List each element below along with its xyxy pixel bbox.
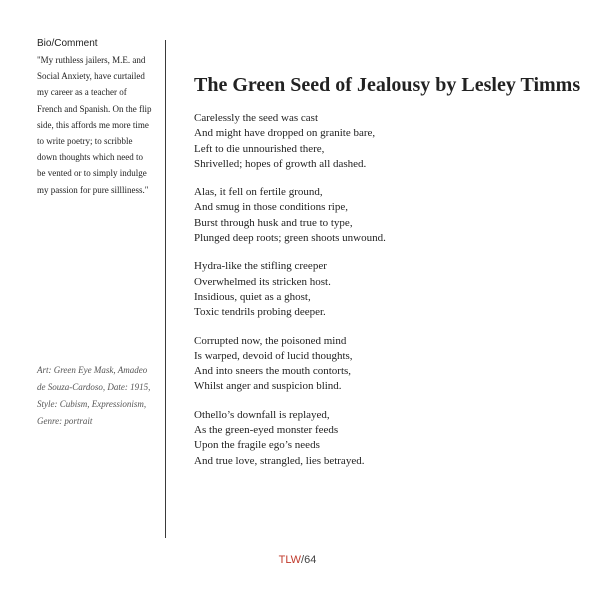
poem-line: Is warped, devoid of lucid thoughts, <box>194 349 353 362</box>
column-divider <box>165 40 166 538</box>
stanza <box>194 111 574 172</box>
poem-line: Upon the fragile ego’s needs <box>194 439 320 452</box>
poem-line: Shrivelled; hopes of growth all dashed. <box>194 157 367 170</box>
poem-line: Hydra-like the stifling creeper <box>194 260 327 273</box>
poem-body <box>194 111 574 482</box>
page-number <box>0 553 595 567</box>
stanza <box>194 259 574 320</box>
poem-line: And smug in those conditions ripe, <box>194 201 348 214</box>
poem-line: Toxic tendrils probing deeper. <box>194 306 326 319</box>
poem-line: Insidious, quiet as a ghost, <box>194 290 311 303</box>
poem-line: Carelessly the seed was cast <box>194 112 319 124</box>
poem-line: Corrupted now, the poisoned mind <box>194 334 347 347</box>
bio-text: "My ruthless jailers, M.E. and Social Anxiety, have curtailed my career as a teacher of French and Spanish. On the flip side, this affords me more time to write poetry; to scribble down thoughts which need to be vented or to simply indulge my passion for pure sillliness." <box>37 55 152 195</box>
poem-line: As the green-eyed monster feeds <box>194 424 339 437</box>
bio-sidebar <box>37 38 161 198</box>
poem-line: And true love, strangled, lies betrayed. <box>194 454 365 467</box>
poem-line: And might have dropped on granite bare, <box>194 127 376 140</box>
stanza <box>194 185 574 246</box>
poem-line: Burst through husk and true to type, <box>194 216 353 229</box>
poem-line: Othello’s downfall is replayed, <box>194 408 330 421</box>
poem-line: Overwhelmed its stricken host. <box>194 275 331 288</box>
page-number-value: 64 <box>304 554 317 566</box>
poem-line: Alas, it fell on fertile ground, <box>194 186 323 199</box>
art-credit: Art: Green Eye Mask, Amadeo de Souza-Cardoso, Date: 1915, Style: Cubism, Expressionism, Genre: portrait <box>37 365 151 426</box>
poem-title: The Green Seed of Jealousy by Lesley Timms <box>194 74 581 96</box>
bio-heading: Bio/Comment <box>37 38 98 49</box>
poem-line: And into sneers the mouth contorts, <box>194 365 352 378</box>
stanza <box>194 334 574 395</box>
magazine-abbreviation: TLW <box>278 554 302 566</box>
poem-line: Whilst anger and suspicion blind. <box>194 380 342 393</box>
poem-line: Left to die unnourished there, <box>194 142 325 155</box>
stanza <box>194 408 574 469</box>
poem-line: Plunged deep roots; green shoots unwound. <box>194 232 386 245</box>
page-separator: / <box>301 554 305 566</box>
